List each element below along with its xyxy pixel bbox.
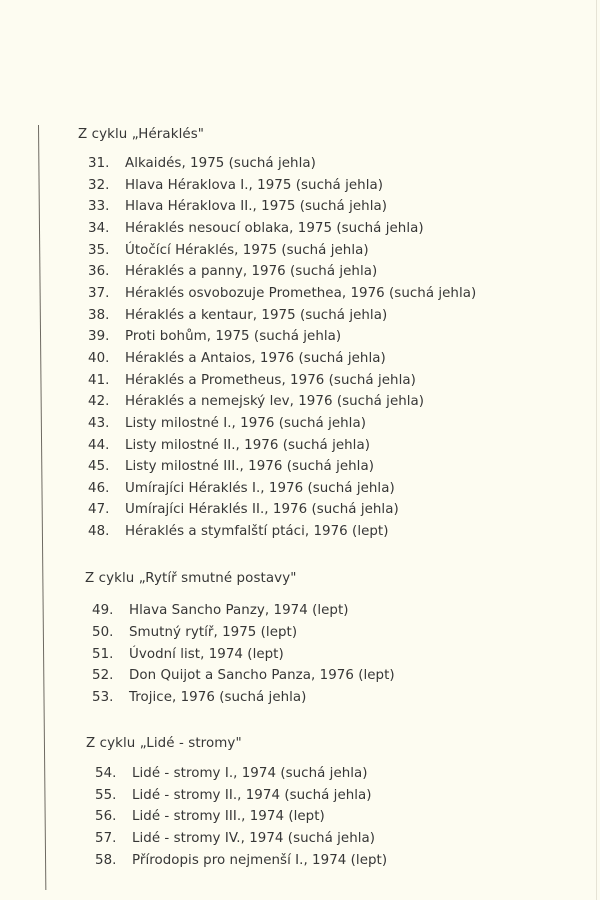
item-text: Héraklés a Antaios, 1976 (suchá jehla) (125, 351, 386, 366)
item-number: 43. (88, 416, 110, 431)
list-item (88, 308, 387, 324)
item-text: Trojice, 1976 (suchá jehla) (129, 690, 307, 705)
item-number: 42. (88, 394, 110, 409)
item-text: Alkaidés, 1975 (suchá jehla) (125, 156, 316, 171)
list-item (92, 690, 306, 706)
item-text: Přírodopis pro nejmenší I., 1974 (lept) (132, 853, 388, 868)
list-item (88, 264, 377, 280)
item-number: 38. (88, 308, 110, 323)
item-text: Umírajíci Héraklés II., 1976 (suchá jehla) (125, 502, 399, 517)
item-text: Listy milostné II., 1976 (suchá jehla) (125, 438, 370, 453)
list-item (95, 788, 372, 804)
list-item (95, 766, 368, 782)
list-item (88, 524, 389, 540)
item-number: 32. (88, 178, 110, 193)
list-item (88, 481, 395, 497)
item-text: Úvodní list, 1974 (lept) (129, 647, 284, 662)
list-item (92, 668, 395, 684)
section-title-people-trees: Z cyklu „Lidé - stromy" (86, 736, 242, 751)
list-item (88, 373, 416, 389)
list-item (92, 647, 284, 663)
item-text: Lidé - stromy III., 1974 (lept) (132, 809, 325, 824)
item-number: 57. (95, 831, 117, 846)
item-text: Héraklés a nemejský lev, 1976 (suchá jehla) (125, 394, 425, 409)
section-title-heracles: Z cyklu „Héraklés" (78, 127, 205, 142)
item-text: Proti bohům, 1975 (suchá jehla) (125, 329, 342, 344)
item-number: 33. (88, 199, 110, 214)
item-number: 44. (88, 438, 110, 453)
item-text: Héraklés osvobozuje Promethea, 1976 (suchá jehla) (125, 286, 477, 301)
item-number: 40. (88, 351, 110, 366)
list-item (88, 416, 366, 432)
item-number: 58. (95, 853, 117, 868)
item-number: 41. (88, 373, 110, 388)
margin-rule (38, 125, 47, 890)
item-text: Don Quijot a Sancho Panza, 1976 (lept) (129, 668, 395, 683)
list-item (95, 831, 375, 847)
section-title-knight: Z cyklu „Rytíř smutné postavy" (85, 571, 297, 586)
list-item (88, 329, 341, 345)
item-number: 47. (88, 502, 110, 517)
item-number: 53. (92, 690, 114, 705)
item-number: 45. (88, 459, 110, 474)
list-item (88, 199, 387, 215)
item-number: 48. (88, 524, 110, 539)
item-text: Héraklés nesoucí oblaka, 1975 (suchá jehla) (125, 221, 424, 236)
item-number: 56. (95, 809, 117, 824)
list-item (95, 853, 387, 869)
list-item (95, 809, 325, 825)
list-item (88, 502, 399, 518)
list-item (88, 221, 424, 237)
list-item (88, 438, 370, 454)
item-text: Listy milostné III., 1976 (suchá jehla) (125, 459, 374, 474)
item-number: 51. (92, 647, 114, 662)
item-number: 52. (92, 668, 114, 683)
list-item (88, 156, 316, 172)
item-number: 37. (88, 286, 110, 301)
item-text: Héraklés a Prometheus, 1976 (suchá jehla) (125, 373, 416, 388)
item-number: 55. (95, 788, 117, 803)
item-number: 39. (88, 329, 110, 344)
list-item (92, 603, 349, 619)
item-text: Lidé - stromy I., 1974 (suchá jehla) (132, 766, 368, 781)
list-item (88, 178, 383, 194)
item-number: 31. (88, 156, 110, 171)
item-number: 34. (88, 221, 110, 236)
item-text: Listy milostné I., 1976 (suchá jehla) (125, 416, 366, 431)
item-number: 54. (95, 766, 117, 781)
item-number: 36. (88, 264, 110, 279)
list-item (92, 625, 297, 641)
item-text: Hlava Héraklova I., 1975 (suchá jehla) (125, 178, 384, 193)
list-item (88, 351, 386, 367)
item-number: 50. (92, 625, 114, 640)
item-number: 49. (92, 603, 114, 618)
item-text: Hlava Sancho Panzy, 1974 (lept) (129, 603, 349, 618)
item-text: Útočící Héraklés, 1975 (suchá jehla) (125, 243, 369, 258)
item-text: Lidé - stromy IV., 1974 (suchá jehla) (132, 831, 376, 846)
item-number: 35. (88, 243, 110, 258)
item-text: Héraklés a stymfalští ptáci, 1976 (lept) (125, 524, 389, 539)
item-text: Héraklés a panny, 1976 (suchá jehla) (125, 264, 378, 279)
item-text: Smutný rytíř, 1975 (lept) (129, 625, 298, 640)
list-item (88, 286, 476, 302)
item-text: Lidé - stromy II., 1974 (suchá jehla) (132, 788, 372, 803)
list-item (88, 394, 424, 410)
item-text: Héraklés a kentaur, 1975 (suchá jehla) (125, 308, 388, 323)
item-number: 46. (88, 481, 110, 496)
list-item (88, 243, 369, 259)
page-edge (596, 0, 597, 900)
list-item (88, 459, 374, 475)
item-text: Hlava Héraklova II., 1975 (suchá jehla) (125, 199, 388, 214)
item-text: Umírajíci Héraklés I., 1976 (suchá jehla) (125, 481, 395, 496)
